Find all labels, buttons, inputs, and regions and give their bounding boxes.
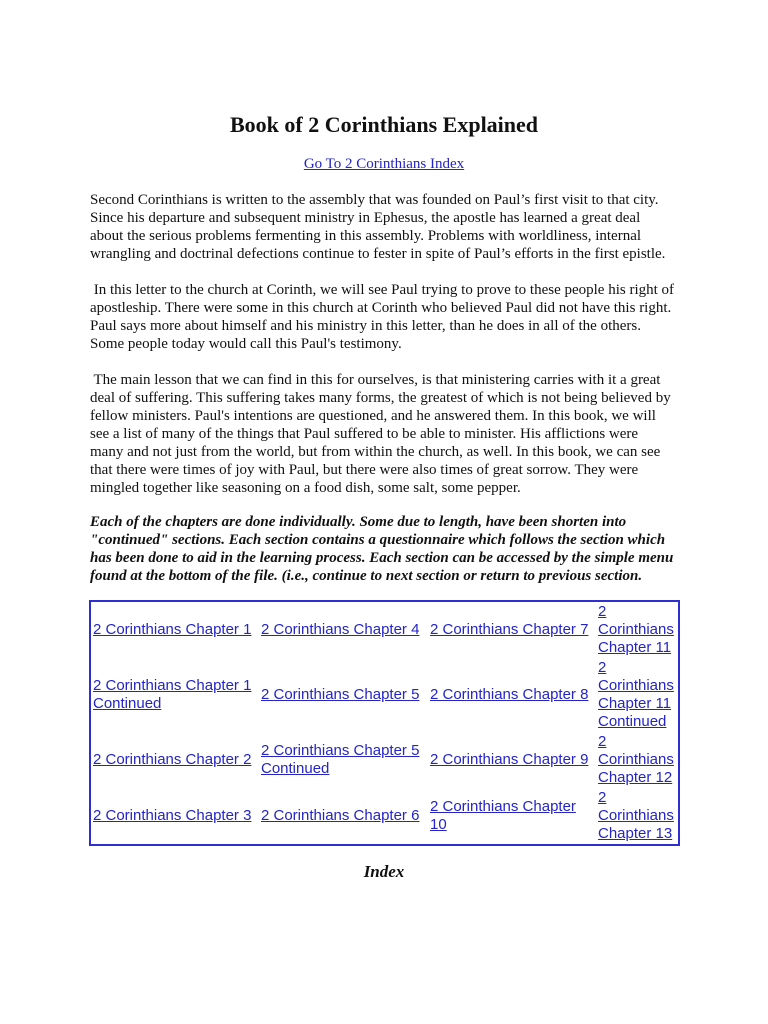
chapter-link[interactable]: 2 Corinthians Chapter 7 [430,621,589,638]
chapter-link[interactable]: 2 Corinthians Chapter 3 [93,807,252,824]
chapter-link[interactable]: 2 Corinthians Chapter 10 [430,798,576,833]
table-cell [259,788,428,844]
text-line: apostleship. There were some in this church at Corinth who believed Paul did not have this right. [90,300,672,316]
text-line: The main lesson that we can find in this for ourselves, is that ministering carries with it a great [90,372,661,388]
chapter-link[interactable]: 2 Corinthians Chapter 11 Continued [598,659,674,730]
table-cell [91,732,259,788]
apostleship-paragraph [90,281,674,353]
table-cell [91,658,259,732]
text-line: Each of the chapters are done individually. Some due to length, have been shorten into [90,514,627,530]
table-cell [596,788,678,844]
chapter-link[interactable]: 2 Corinthians Chapter 12 [598,733,674,786]
table-cell [596,602,678,658]
text-line: Since his departure and subsequent ministry in Ephesus, the apostle has learned a great deal [90,210,641,226]
chapter-link[interactable]: 2 Corinthians Chapter 2 [93,751,252,768]
chapter-link[interactable]: 2 Corinthians Chapter 5 [261,686,420,703]
chapter-link[interactable]: 2 Corinthians Chapter 6 [261,807,420,824]
text-line: Some people today would call this Paul's testimony. [90,336,402,352]
text-line: "continued" sections. Each section contains a questionnaire which follows the section which [90,532,666,548]
chapter-link[interactable]: 2 Corinthians Chapter 8 [430,686,589,703]
table-cell [428,658,596,732]
intro-paragraph [90,191,665,263]
main-lesson-paragraph [90,371,671,497]
table-cell [428,788,596,844]
text-line: many and not just from the world, but from within the church, as well. In this book, we can see [90,444,661,460]
text-line: In this letter to the church at Corinth, we will see Paul trying to prove to these people his right of [90,282,675,298]
chapter-link[interactable]: 2 Corinthians Chapter 1 Continued [93,677,252,712]
table-cell [91,602,259,658]
page-title: Book of 2 Corinthians Explained [229,112,539,137]
table-cell [428,602,596,658]
text-line: wrangling and doctrinal defections continue to fester in spite of Paul’s efforts in the first epistle. [90,246,666,262]
text-line: about the serious problems fermenting in this assembly. Problems with worldliness, internal [90,228,642,244]
table-cell [259,732,428,788]
chapter-link[interactable]: 2 Corinthians Chapter 4 [261,621,420,638]
chapter-index-table [89,600,680,846]
index-link-container [0,155,768,173]
text-line: deal of suffering. This suffering takes many forms, the greatest of which is not being believed by [90,390,671,406]
table-cell [596,732,678,788]
table-cell [91,788,259,844]
text-line: Second Corinthians is written to the assembly that was founded on Paul’s first visit to that city. [90,192,659,208]
table-cell [259,658,428,732]
text-line: fellow ministers. Paul's intentions are questioned, and he answered them. In this book, we will [90,408,656,424]
chapters-note [90,513,673,585]
text-line: see a list of many of the things that Paul suffered to be able to minister. His afflictions were [90,426,639,442]
chapter-link[interactable]: 2 Corinthians Chapter 11 [598,603,674,656]
chapter-link[interactable]: 2 Corinthians Chapter 5 Continued [261,742,420,777]
table-cell [259,602,428,658]
table-cell [428,732,596,788]
index-link[interactable]: Go To 2 Corinthians Index [303,156,465,172]
text-line: has been done to aid in the learning process. Each section can be accessed by the simple menu [90,550,674,566]
chapter-link[interactable]: 2 Corinthians Chapter 1 [93,621,252,638]
index-label: Index [363,862,405,881]
text-line: Paul says more about himself and his ministry in this letter, than he does in all of the others. [90,318,641,334]
chapter-link[interactable]: 2 Corinthians Chapter 13 [598,789,674,842]
text-line: found at the bottom of the file. (i.e., continue to next section or return to previous section. [90,568,643,584]
text-line: that there were times of joy with Paul, but there were also times of great sorrow. They were [90,462,639,478]
text-line: mingled together like seasoning on a food dish, some salt, some pepper. [90,480,521,496]
table-cell [596,658,678,732]
chapter-link[interactable]: 2 Corinthians Chapter 9 [430,751,589,768]
